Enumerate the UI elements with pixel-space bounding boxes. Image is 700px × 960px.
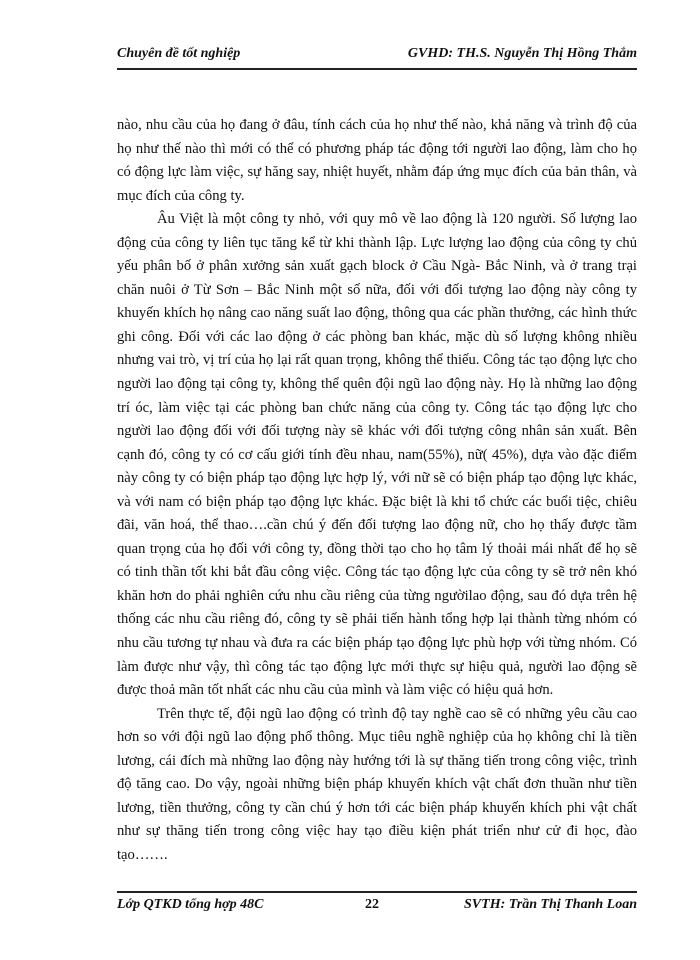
paragraph-skilled-workers: Trên thực tế, đội ngũ lao động có trình độ tay nghề cao sẽ có những yêu cầu cao hơn so với đội ngũ lao động phổ thông. Mục tiêu nghề nghiệp của họ không chỉ là tiền lương, cái đích mà những lao động này hướng tới là sự thăng tiến trong công việc, trình độ tăng cao. Do vậy, ngoài những biện pháp khuyến khích vật chất đơn thuần như tiền lương, tiền thưởng, công ty cần chú ý hơn tới các biện pháp khuyến khích phi vật chất như sự thăng tiến trong công việc hay tạo điều kiện phát triển như cử đi học, đào tạo……. [117,705,637,863]
footer-student-name: SVTH: Trần Thị Thanh Loan [464,897,637,912]
page-header [117,44,637,70]
header-supervisor: GVHD: TH.S. Nguyễn Thị Hồng Thắm [407,46,637,61]
footer-page-number: 22 [365,897,379,912]
paragraph-company-workforce: Âu Việt là một công ty nhỏ, với quy mô về lao động là 120 người. Số lượng lao động của công ty liên tục tăng kể từ khi thành lập. Lực lượng lao động của công ty chủ yếu phân bố ở phân xưởng sản xuất gạch block ở Cầu Ngà- Bắc Ninh, và ở trang trại chăn nuôi ở Từ Sơn – Bắc Ninh một số nữa, đối với đối tượng lao động này công ty khuyến khích họ nâng cao năng suất lao động, thông qua các phần thưởng, các hình thức ghi công. Đối với các lao động ở các phòng ban khác, mặc dù số lượng không nhiều nhưng vai trò, vị trí của họ lại rất quan trọng, không thể thiếu. Công tác tạo động lực cho người lao động tại công ty, không thể quên đội ngũ lao động này. Họ là những lao động trí óc, làm việc tại các phòng ban chức năng của công ty. Công tác tạo động lực cho người lao động đối với đối tượng này sẽ khác với đối tượng công nhân sản xuất. Bên cạnh đó, công ty có cơ cấu giới tính đều nhau, nam(55%), nữ( 45%), dựa vào đặc điểm này công ty có biện pháp tạo động lực hợp lý, với nữ sẽ có biện pháp tạo động lực khác, và với nam có biện pháp tạo động lực khác. Đặc biệt là khi tổ chức các buổi tiệc, chiêu đãi, văn hoá, thể thao….cần chú ý đến đối tượng lao động nữ, cho họ thấy được tầm quan trọng của họ đối với công ty, đồng thời tạo cho họ tâm lý thoải mái nhất để họ sẽ có tinh thần tốt khi bắt đầu công việc. Công tác tạo động lực của công ty sẽ trở nên khó khăn hơn do phải nghiên cứu nhu cầu riêng của từng ngườilao động, sau đó dựa trên hệ thống các nhu cầu riêng đó, công ty sẽ phải tiến hành tổng hợp lại thành từng nhóm có nhu cầu tương tự nhau và đưa ra các biện pháp tạo động lực phù hợp với từng nhóm. Có làm được như vậy, thì công tác tạo động lực mới thực sự hiệu quả, người lao động sẽ được thoả mãn tốt nhất các nhu cầu của mình và làm việc có hiệu quả hơn. [117,211,637,699]
footer-class-name: Lớp QTKD tổng hợp 48C [117,897,264,912]
paragraph-continuation: nào, nhu cầu của họ đang ở đâu, tính cách của họ như thế nào, khả năng và trình độ của họ như thế nào thì mới có thể có phương pháp tác động tới người lao động, làm cho họ có động lực làm việc, sự hăng say, nhiệt huyết, nhằm đáp ứng mục đích của bản thân, và mục đích của công ty. [117,117,637,204]
document-body [117,114,637,868]
page-footer [117,891,637,921]
header-course-title: Chuyên đề tốt nghiệp [117,46,241,61]
